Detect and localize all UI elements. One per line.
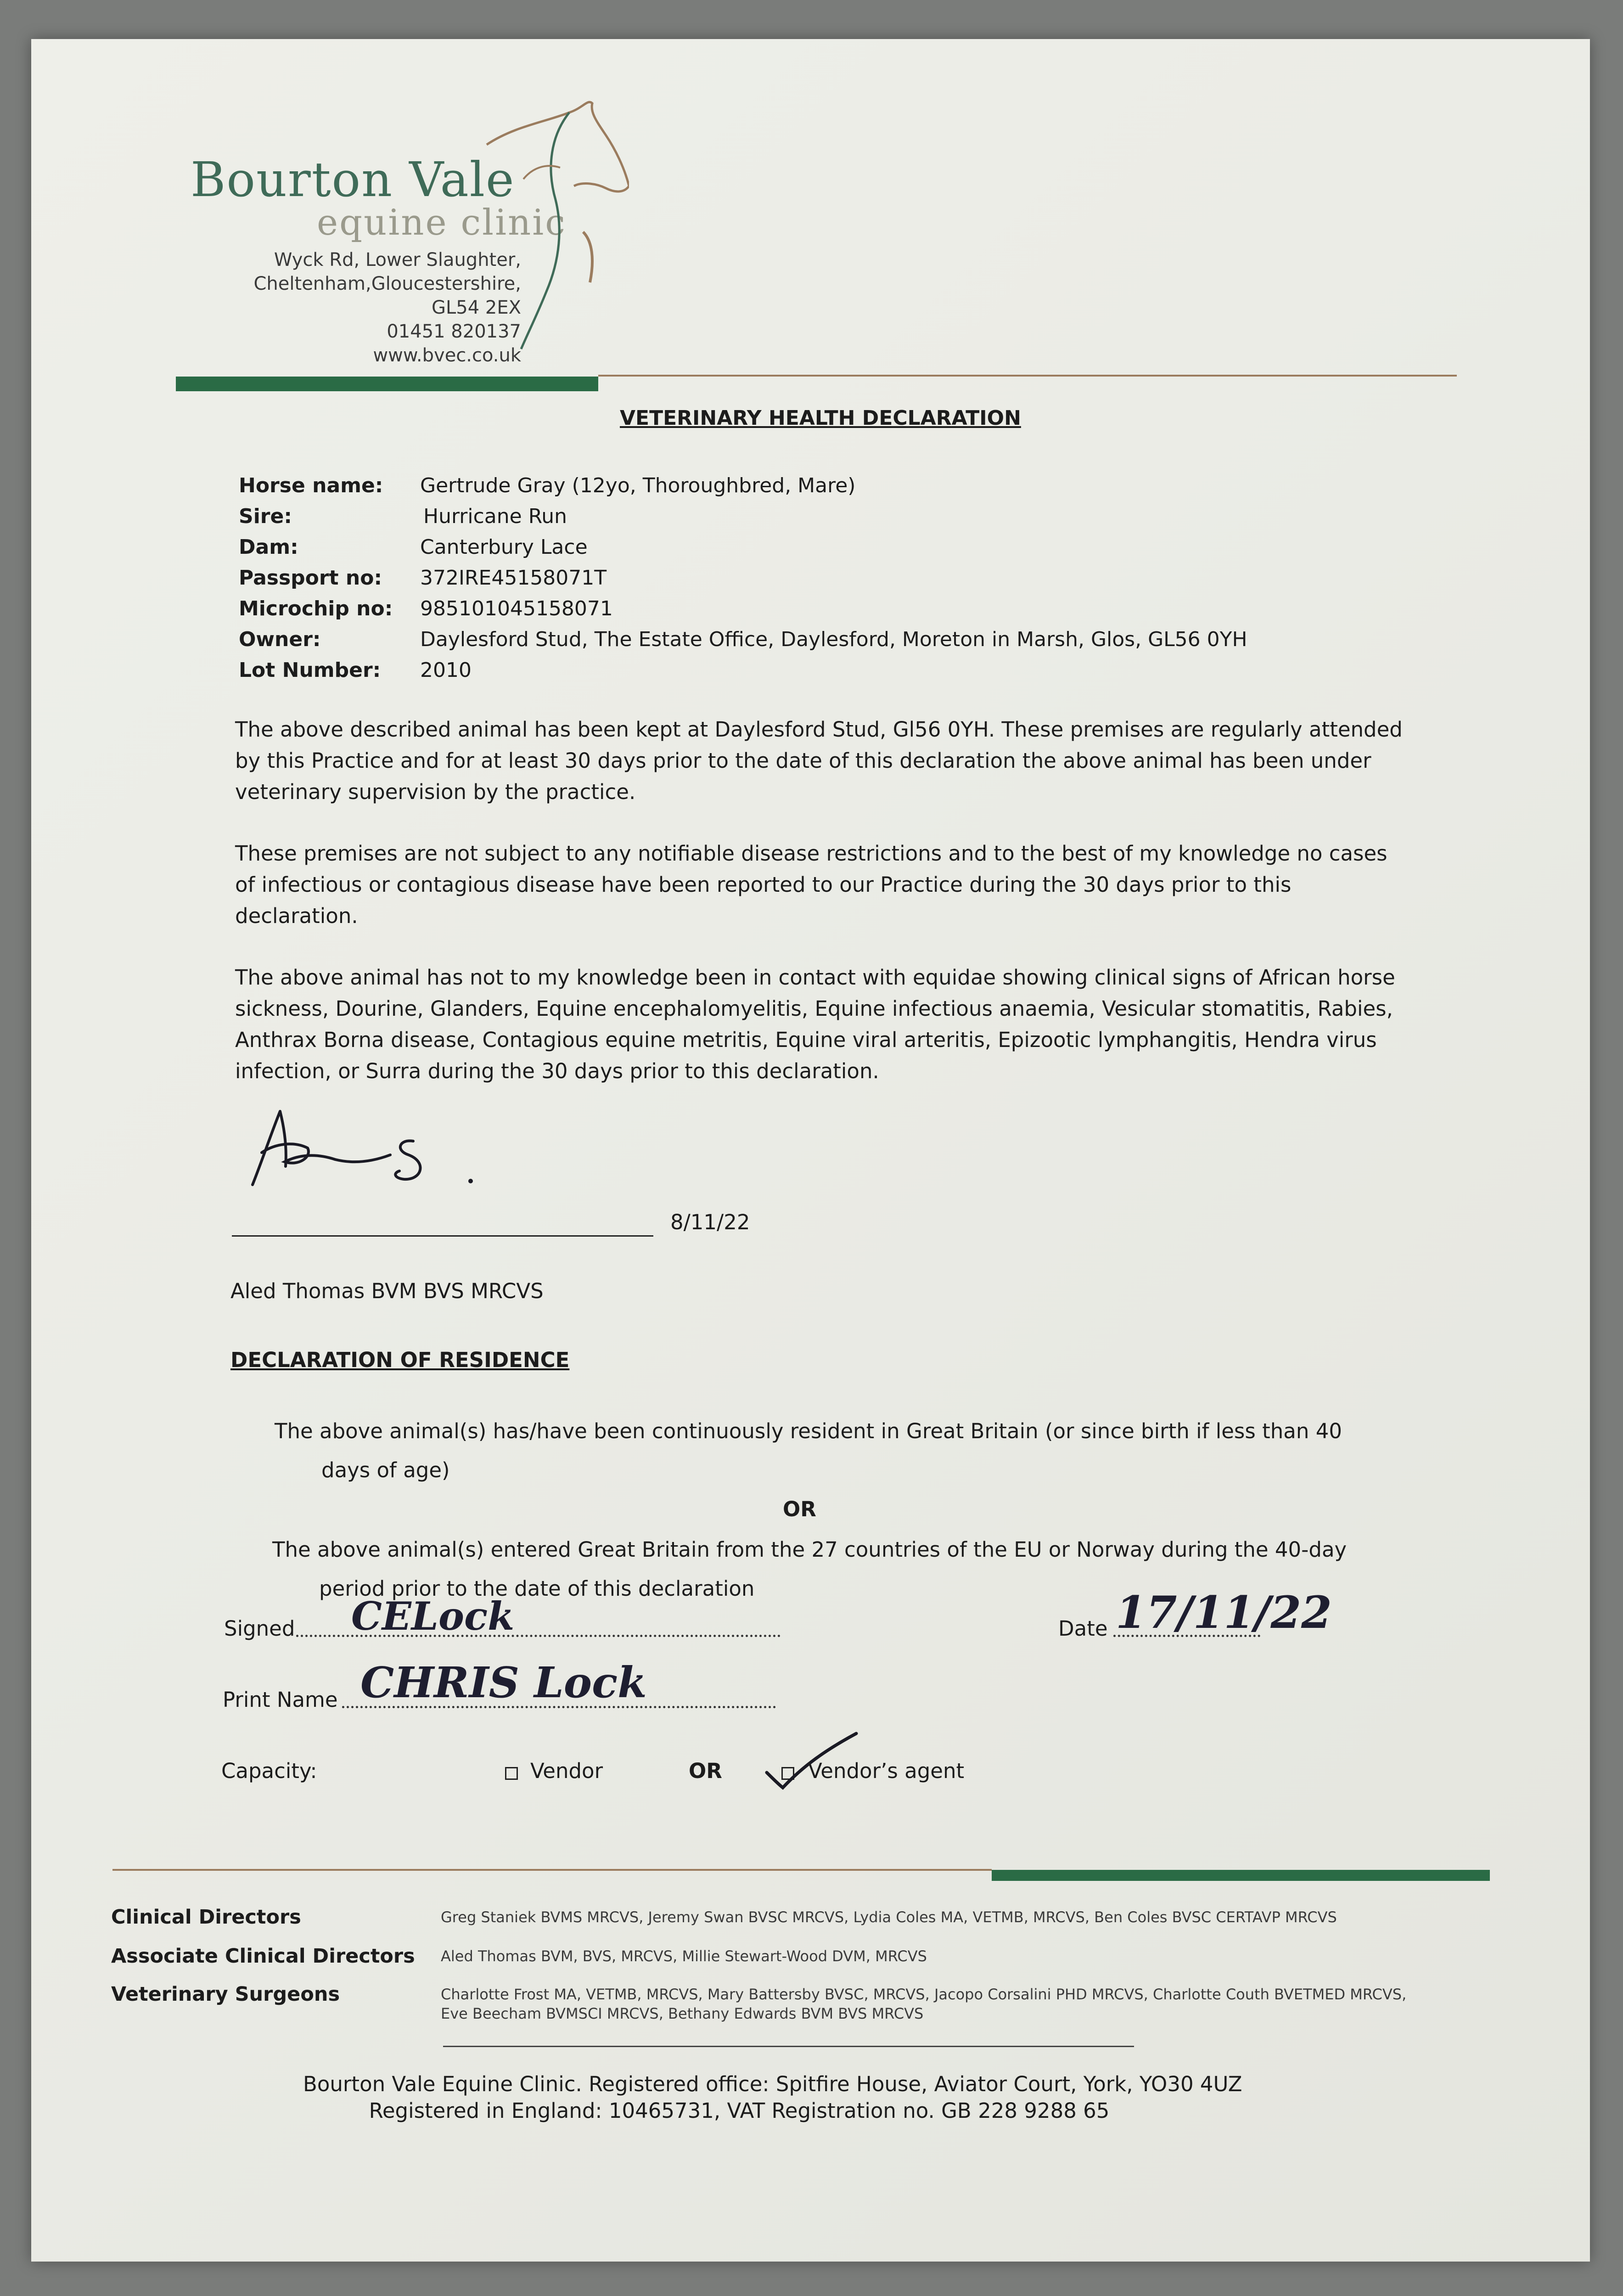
capacity-or: OR	[689, 1759, 722, 1783]
vet-signature-image	[243, 1097, 491, 1203]
veterinary-surgeons-line1: Charlotte Frost MA, VETMB, MRCVS, Mary Battersby BVSC, MRCVS, Jacopo Corsalini PHD MRCVS, Charlotte Couth BVETMED MRCVS,	[441, 1986, 1407, 2003]
residence-option1-line2: days of age)	[321, 1458, 450, 1482]
passport-value: 372IRE45158071T	[420, 566, 607, 590]
residence-heading: DECLARATION OF RESIDENCE	[230, 1348, 570, 1372]
address-line: Wyck Rd, Lower Slaughter,	[274, 249, 521, 270]
veterinary-surgeons-label: Veterinary Surgeons	[111, 1983, 340, 2006]
capacity-label: Capacity:	[221, 1759, 317, 1783]
sire-label: Sire:	[239, 505, 292, 528]
contact-paragraph: The above animal has not to my knowledge been in contact with equidae showing clinical signs of African horse sickness, Dourine, Glanders, Equine encephalomyelitis, Equine infectious anaemia, Vesicular stomatitis, Rabies, Anthrax Borna disease, Contagious equine metritis, Equine viral arteritis, Epizootic lymphangitis, Hendra virus infection, or Surra during the 30 days prior to this declaration.	[235, 965, 1395, 1083]
dam-label: Dam:	[239, 535, 298, 559]
sire-value: Hurricane Run	[423, 505, 567, 528]
veterinary-surgeons-line2: Eve Beecham BVMSCI MRCVS, Bethany Edwards BVM BVS MRCVS	[441, 2005, 924, 2022]
residence-option2-line2: period prior to the date of this declaration	[319, 1576, 755, 1601]
print-name-label: Print Name	[223, 1688, 338, 1712]
address-line: GL54 2EX	[431, 297, 521, 318]
lot-number-value: 2010	[420, 658, 472, 682]
dam-value: Canterbury Lace	[420, 535, 588, 559]
header-green-rule	[176, 377, 598, 391]
vendor-agent-option-label: Vendor’s agent	[808, 1759, 965, 1783]
footer-divider	[443, 2046, 1134, 2047]
residence-option2-line1: The above animal(s) entered Great Britain from the 27 countries of the EU or Norway during the 40-day	[272, 1537, 1347, 1562]
clinical-directors-list: Greg Staniek BVMS MRCVS, Jeremy Swan BVSC MRCVS, Lydia Coles MA, VETMB, MRCVS, Ben Coles BVSC CERTAVP MRCVS	[441, 1908, 1337, 1926]
date-label: Date	[1058, 1616, 1108, 1641]
vendor-checkbox[interactable]	[505, 1767, 518, 1780]
signed-label: Signed	[224, 1616, 295, 1641]
owner-value: Daylesford Stud, The Estate Office, Daylesford, Moreton in Marsh, Glos, GL56 0YH	[420, 628, 1247, 651]
print-name-handwritten[interactable]: CHRIS Lock	[360, 1658, 647, 1707]
residence-option1-line1: The above animal(s) has/have been continuously resident in Great Britain (or since birth if less than 40	[275, 1419, 1342, 1443]
footer-brown-rule	[112, 1869, 992, 1871]
header-brown-rule	[598, 375, 1457, 377]
vet-name: Aled Thomas BVM BVS MRCVS	[230, 1279, 544, 1303]
microchip-value: 985101045158071	[420, 597, 613, 620]
disease-restrictions-paragraph: These premises are not subject to any notifiable disease restrictions and to the best of my knowledge no cases of infectious or contagious disease have been reported to our Practice during the 30 days prior to this declaration.	[235, 841, 1387, 928]
registered-office-line: Bourton Vale Equine Clinic. Registered office: Spitfire House, Aviator Court, York, YO30 4UZ	[303, 2072, 1242, 2096]
associate-directors-label: Associate Clinical Directors	[111, 1945, 415, 1968]
clinical-directors-label: Clinical Directors	[111, 1906, 301, 1929]
supervision-paragraph: The above described animal has been kept at Daylesford Stud, Gl56 0YH. These premises are regularly attended by this Practice and for at least 30 days prior to the date of this declaration the above animal has been under veterinary supervision by the practice.	[235, 717, 1403, 804]
clinic-logo-name: Bourton Vale	[191, 152, 515, 208]
vet-signature-date: 8/11/22	[670, 1210, 750, 1234]
vendor-option-label: Vendor	[530, 1759, 603, 1783]
passport-label: Passport no:	[239, 566, 382, 590]
address-phone: 01451 820137	[387, 321, 521, 342]
date-handwritten[interactable]: 17/11/22	[1116, 1587, 1332, 1638]
microchip-label: Microchip no:	[239, 597, 393, 620]
horse-name-label: Horse name:	[239, 474, 383, 497]
address-website: www.bvec.co.uk	[373, 345, 521, 366]
footer-green-rule	[992, 1870, 1490, 1881]
horse-name-value: Gertrude Gray (12yo, Thoroughbred, Mare)	[420, 474, 856, 497]
signed-handwritten[interactable]: CELock	[351, 1593, 515, 1639]
lot-number-label: Lot Number:	[239, 658, 381, 682]
associate-directors-list: Aled Thomas BVM, BVS, MRCVS, Millie Stewart-Wood DVM, MRCVS	[441, 1947, 927, 1965]
owner-label: Owner:	[239, 628, 321, 651]
registration-line: Registered in England: 10465731, VAT Registration no. GB 228 9288 65	[369, 2099, 1110, 2123]
document-title: VETERINARY HEALTH DECLARATION	[620, 406, 1021, 430]
address-line: Cheltenham,Gloucestershire,	[253, 273, 521, 294]
clinic-logo-subtitle: equine clinic	[317, 202, 567, 243]
residence-or: OR	[783, 1497, 816, 1521]
vet-signature-line	[232, 1235, 653, 1237]
